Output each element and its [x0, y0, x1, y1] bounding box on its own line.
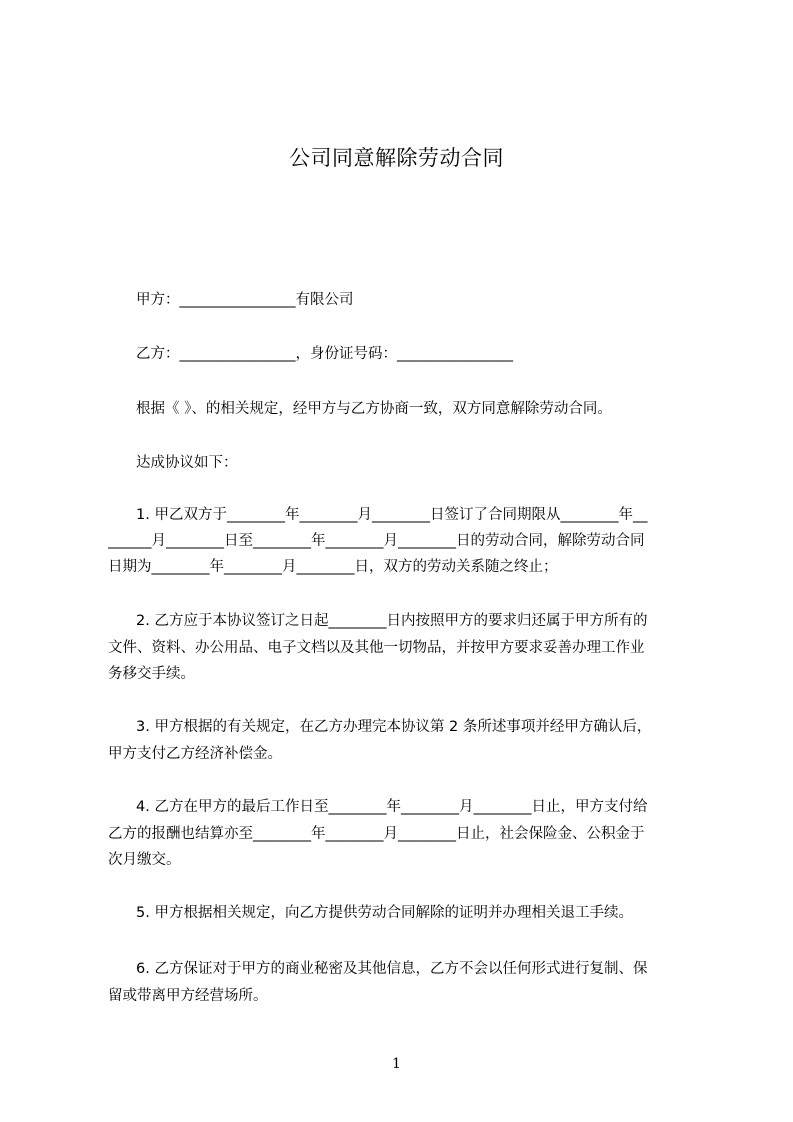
clause-2-line-1: 2. 乙方应于本协议签订之日起________日内按照甲方的要求归还属于甲方所有的 — [136, 613, 648, 629]
clause-1-line-2: ______月________日至________年________月________日的劳动合同，解除劳动合同 — [108, 533, 645, 549]
party-a-line: 甲方：________________有限公司 — [136, 292, 354, 308]
page-number: 1 — [392, 1056, 401, 1072]
clause-1-line-3: 日期为________年________月________日，双方的劳动关系随之终止； — [108, 559, 558, 575]
clause-3-line-2: 甲方支付乙方经济补偿金。 — [108, 746, 282, 762]
clause-5-line-1: 5. 甲方根据相关规定，向乙方提供劳动合同解除的证明并办理相关退工手续。 — [136, 905, 633, 921]
clause-4-line-1: 4. 乙方在甲方的最后工作日至________年________月________日止，甲方支付给 — [136, 799, 648, 815]
clause-4-line-2: 乙方的报酬也结算亦至________年________月________日止，社会保险金、公积金于 — [108, 826, 645, 842]
clause-3-line-1: 3. 甲方根据的有关规定，在乙方办理完本协议第 2 条所述事项并经甲方确认后， — [136, 719, 652, 735]
clause-6-line-2: 留或带离甲方经营场所。 — [108, 988, 268, 1004]
agreement-intro: 达成协议如下： — [136, 455, 238, 471]
document-title: 公司同意解除劳动合同 — [289, 146, 504, 170]
party-b-line: 乙方：________________，身份证号码：________________ — [136, 346, 513, 362]
clause-2-line-2: 文件、资料、办公用品、电子文档以及其他一切物品，并按甲方要求妥善办理工作业 — [108, 640, 645, 656]
clause-4-line-3: 次月缴交。 — [108, 852, 181, 868]
clause-1-line-1: 1. 甲乙双方于________年________月________日签订了合同期限从________年__ — [136, 507, 648, 523]
clause-2-line-3: 务移交手续。 — [108, 666, 195, 682]
basis-statement: 根据《 》、的相关规定，经甲方与乙方协商一致，双方同意解除劳动合同。 — [136, 401, 612, 417]
clause-6-line-1: 6. 乙方保证对于甲方的商业秘密及其他信息，乙方不会以任何形式进行复制、保 — [136, 961, 648, 977]
